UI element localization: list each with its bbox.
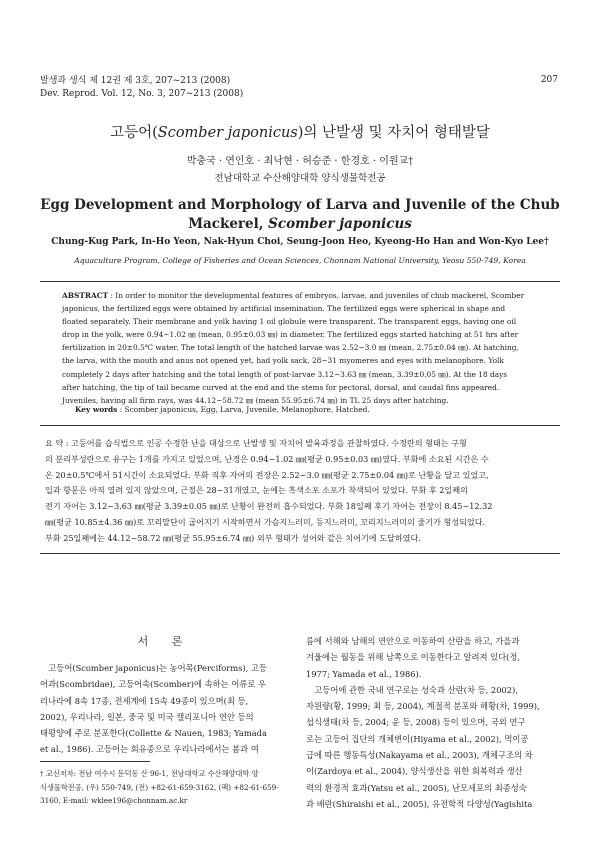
- english-title-line2-pre: Mackerel,: [188, 216, 269, 232]
- abstract-top-rule: [40, 281, 560, 282]
- korean-affiliation: 전남대학교 수산해양대학 양식생물학전공: [214, 173, 386, 184]
- left-column-line: 어과(Scombridae), 고등어속(Scomber)에 속하는 어류로 우: [40, 679, 267, 690]
- english-title-line1: Egg Development and Morphology of Larva and Juvenile of the Chub: [40, 197, 560, 213]
- footnote-line: 식생물학전공, (우) 550-749, (전) +82-61-659-3162, (팩) +82-61-659-: [40, 782, 279, 792]
- abstract-line: drop in the yolk, were 0.94~1.02 ㎜ (mean, 0.95±0.03 ㎜) in diameter. The fertilized eggs started hatching at 51 hrs after: [62, 330, 519, 340]
- journal-header-ko: 발생과 생식 제 12권 제 3호, 207~213 (2008): [40, 76, 231, 86]
- right-column-line: 급에 따른 행동특성(Nakayama et al., 2003), 개체구조의 차: [306, 750, 533, 761]
- korean-title-species: Scomber japonicus: [157, 125, 298, 141]
- right-column-line: 1977; Yamada et al., 1986).: [306, 668, 422, 679]
- keywords: [75, 405, 370, 414]
- right-column-line: 력의 환경적 효과(Yatsu et al., 2005), 난모세포의 최종성숙: [306, 782, 527, 793]
- english-title-species: Scomber japonicus: [268, 216, 412, 232]
- korean-title-post: )의 난발생 및 자치어 형태발달: [297, 125, 490, 141]
- right-column-line: 섭식생태(차 등, 2004; 윤 등, 2008) 등이 있으며, 국외 연구: [306, 717, 526, 728]
- english-title-line2: [40, 215, 560, 234]
- abstract-line: floated separately. Their membrane and yolk having 1 oil globule were transparent. The transparent eggs, having one oil: [62, 317, 517, 327]
- footnote-line: 3160, E-mail: wklee196@chonnam.ac.kr: [40, 796, 188, 805]
- left-column-line: 2002), 우리나라, 일본, 중국 및 미국 캘리포니아 연안 등의: [40, 711, 254, 722]
- abstract-line: japonicus, the fertilized eggs were obtained by artificial insemination. The fertilized eggs were spherical in shape and: [62, 304, 506, 314]
- korean-abstract-line: 입과 항문은 아직 열려 있지 않았으며, 근절은 28~31개였고, 눈에는 흑색소포 소포가 착색되어 있었다. 부화 후 2일째의: [45, 485, 468, 496]
- korean-abstract-line: 온 20±0.5℃에서 51시간이 소요되었다. 부화 직후 자어의 전장은 2.52~3.0 ㎜(평균 2.75±0.04 ㎜)로 난황을 달고 있었고,: [45, 469, 489, 480]
- footnote-rule: [40, 761, 150, 762]
- left-column: [40, 660, 290, 758]
- abstract-line: after hatching, the tip of tail became curved at the end and the stems for pectoral, dorsal, and caudal fins appeared.: [62, 382, 500, 392]
- footnote-line: † 교신저자: 전남 여수시 둔덕동 산 96-1, 전남대학교 수산해양대학 양: [40, 769, 259, 778]
- abstract-line: fertilization in 20±0.5℃ water. The total length of the hatched larvae was 2.52~3.0 ㎜ (mean, 2.75±0.04 ㎜). At hatching,: [62, 343, 519, 353]
- correspondence-footnote: [40, 767, 290, 808]
- page-number: 207: [540, 75, 558, 85]
- left-column-line: 고등어(Scomber japonicus)는 농어목(Perciforms), 고등: [48, 663, 267, 673]
- korean-abstract: [45, 436, 555, 547]
- abstract-line: the larva, with the mouth and anus not opened yet, had yolk sack, 28~31 myomeres and eyes with melanophore. Yolk: [62, 356, 504, 366]
- journal-header-en: Dev. Reprod. Vol. 12, No. 3, 207~213 (2008): [40, 89, 244, 99]
- korean-abstract-line: 부화 25일째에는 44.12~58.72 ㎜(평균 55.95±6.74 ㎜) 외부 형태가 성어와 같은 치어기에 도달하였다.: [45, 532, 421, 543]
- right-column-line: 겨울에는 월동을 위해 남쪽으로 이동한다고 알려져 있다(정,: [306, 652, 521, 663]
- english-abstract: [62, 289, 540, 407]
- abstract-bottom-rule: [40, 425, 560, 426]
- abstract-line: completely 2 days after hatching and the total length of post-larvae 3.12~3.63 ㎜ (mean, 3.39±0.05 ㎜). At the 18 days: [62, 369, 508, 379]
- keywords-label: Key words: [75, 405, 118, 414]
- korean-abstract-line: ㎜(평균 10.85±4.36 ㎜)로 꼬리말단이 굽어지기 시작하면서 가슴지느러미, 등지느러미, 꼬리지느러미의 줄기가 형성되었다.: [45, 516, 486, 527]
- abstract-line: ABSTRACT : In order to monitor the developmental features of embryos, larvae, and juveniles of chub mackerel, Scomber: [62, 291, 525, 300]
- english-authors: Chung-Kug Park, In-Ho Yeon, Nak-Hyun Choi, Seung-Joon Heo, Kyeong-Ho Han and Won-Kyo Lee†: [51, 237, 549, 247]
- right-column-line: 이(Zardoya et al., 2004), 양식생산을 위한 회복력과 생산: [306, 766, 523, 777]
- section-title-introduction: 서 론: [137, 635, 193, 648]
- korean-authors: 박충국 · 연인호 · 최낙현 · 허승준 · 한경호 · 이원교†: [186, 156, 414, 167]
- korean-abstract-line: 의 분리부성란으로 유구는 1개를 가지고 있었으며, 난경은 0.94~1.02 ㎜(평균 0.95±0.03 ㎜)였다. 부화에 소요된 시간은 수: [45, 453, 489, 464]
- abstract-label: ABSTRACT: [62, 291, 109, 300]
- english-title: [40, 196, 560, 234]
- keywords-text: : Scomber japonicus, Egg, Larva, Juvenile, Melanophore, Hatched.: [119, 405, 370, 414]
- right-column-line: 고등어에 관한 국내 연구로는 성숙과 산란(차 등, 2002),: [314, 684, 518, 695]
- right-column-line: 름에 서해와 남해의 연안으로 이동하여 산란을 하고, 가을과: [306, 636, 520, 646]
- left-column-line: 리나라에 8속 17종, 전세계에 15속 49종이 있으며(최 등,: [40, 695, 249, 706]
- abstract-line: Juveniles, having all firm rays, was 44.12~58.72 ㎜ (mean 55.95±6.74 ㎜) in TL 25 days after hatching.: [62, 395, 449, 405]
- left-column-line: 태평양에 주로 분포한다(Collette & Nauen, 1983; Yamada: [40, 728, 267, 739]
- korean-abstract-rule: [40, 553, 560, 554]
- right-column-line: 로는 고등어 집단의 개체변이(Hiyama et al., 2002), 먹이공: [306, 733, 529, 744]
- right-column-line: 과 배란(Shiraishi et al., 2005), 유전학적 다양성(Yagishita: [306, 798, 533, 809]
- left-column-line: et al., 1986). 고등어는 회유종으로 우리나라에서는 봄과 여: [40, 744, 259, 755]
- right-column-line: 자원량(황, 1999; 최 등, 2004), 계절적 분포와 해황(차, 1999),: [306, 701, 540, 712]
- right-column: [306, 633, 560, 812]
- korean-abstract-line: 요 약 : 고등어를 습식법으로 인공 수정한 난을 대상으로 난발생 및 자치어 발육과정을 관찰하였다. 수정란의 형태는 구형: [45, 438, 467, 448]
- english-affiliation: Aquaculture Program, College of Fisheries and Ocean Sciences, Chonnam National University, Yeosu 550-749, Korea: [74, 256, 526, 265]
- korean-title-pre: 고등어(: [110, 125, 158, 141]
- korean-title: [40, 121, 560, 142]
- korean-abstract-line: 전기 자어는 3.12~3.63 ㎜(평균 3.39±0.05 ㎜)로 난황이 완전히 흡수되었다. 부화 18일째 후기 자어는 전장이 8.45~12.32: [45, 501, 493, 512]
